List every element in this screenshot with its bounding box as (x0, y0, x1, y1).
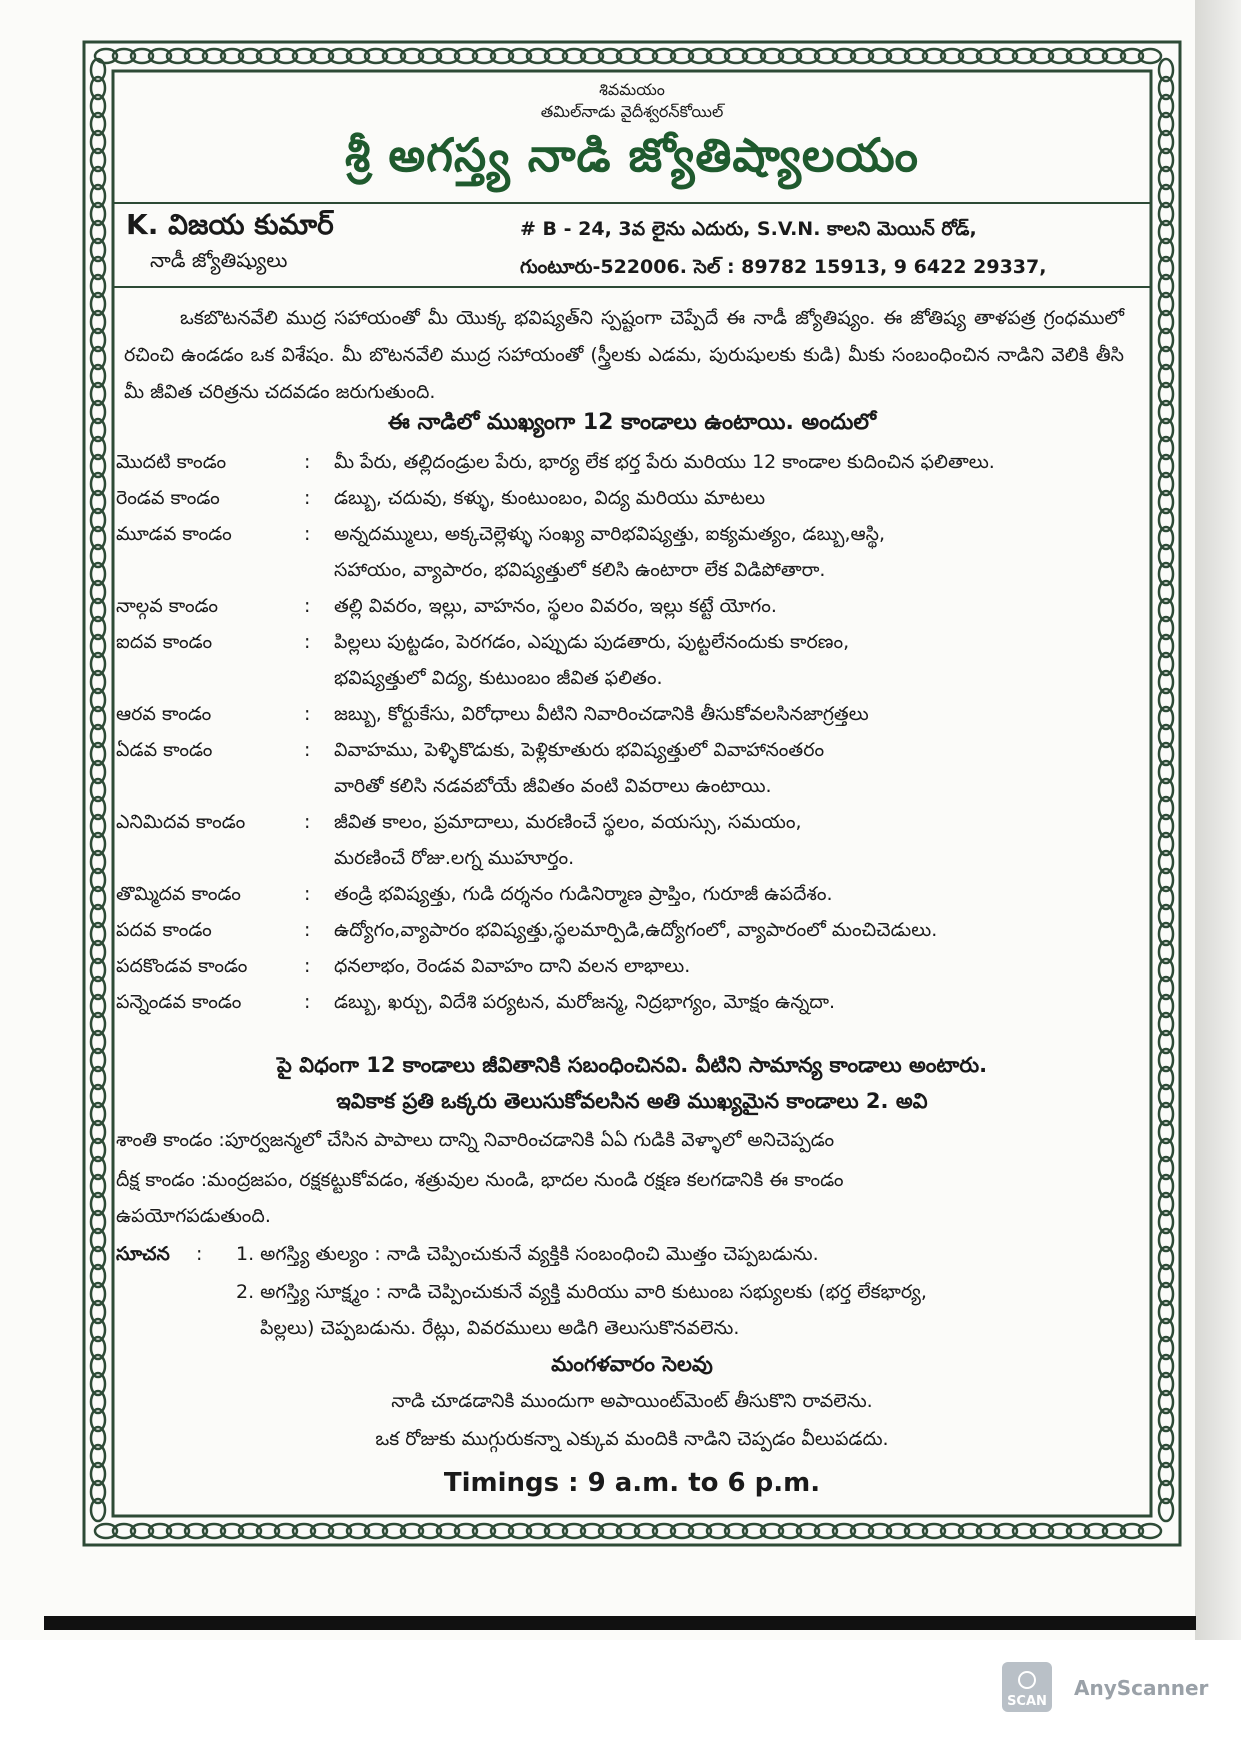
daily-limit-notice: ఒక రోజుకు ముగ్గురుకన్నా ఎక్కువ మందికి నాడిని చెప్పడం వీలుపడదు. (375, 1428, 889, 1450)
kanda-text: ధనలాభం, రెండవ వివాహం దాని వలన లాభాలు. (334, 955, 691, 977)
appointment-notice: నాడి చూడడానికి ముందుగా అపాయింట్‌మెంట్ తీసుకొని రావలెను. (391, 1390, 873, 1412)
deeksha-kanda-cont: ఉపయోగపడుతుంది. (116, 1205, 271, 1227)
address-line-2: గుంటూరు-522006. సెల్ : 89782 15913, 9 6422 29337, (520, 256, 1047, 278)
address-line-1: # B - 24, 3వ లైను ఎదురు, S.V.N. కాలని మెయిన్ రోడ్, (520, 218, 977, 240)
kanda-label: ఆరవ కాండం (116, 703, 212, 725)
kanda-row (116, 516, 1126, 588)
kanda-text: డబ్బు, ఖర్చు, విదేశి పర్యటన, మరోజన్మ, నిద్రభాగ్యం, మోక్షం ఉన్నదా. (334, 991, 836, 1013)
summary-line-2: ఇవికాక ప్రతి ఒక్కరు తెలుసుకోవలసిన అతి ముఖ్యమైన కాండాలు 2. అవి (336, 1089, 928, 1113)
kanda-row (116, 912, 1126, 948)
kanda-colon: : (304, 883, 311, 905)
page-bottom-edge (44, 1616, 1196, 1630)
header-line-1: శివమయం (599, 80, 665, 99)
shanti-kanda: శాంతి కాండం :పూర్వజన్మలో చేసిన పాపాలు దాన్ని నివారించడానికి ఏఏ గుడికి వెళ్ళాలో అనిచెప్పడం (116, 1129, 835, 1151)
scanner-logo-icon (1000, 1660, 1054, 1714)
kanda-colon: : (304, 631, 311, 653)
kanda-row (116, 732, 1126, 804)
kanda-colon: : (304, 811, 311, 833)
intro-paragraph: ఒకబొటనవేలి ముద్ర సహాయంతో మీ యొక్క భవిష్యత్‌ని స్పష్టంగా చెప్పేదే ఈ నాడీ జ్యోతిష్యం. ఈ జోతిష్య తాళపత్ర గ్రంధములో రచించి ఉండడం ఒక విశేషం. మీ బొటనవేలి ముద్ర సహాయంతో (స్త్రీలకు ఎడమ, పురుషులకు కుడి) మీకు సంబంధించిన నాడిని వెలికి తీసి మీ జీవిత చరిత్రను చదవడం జరుగుతుంది. (124, 307, 1124, 403)
page-title: శ్రీ అగస్త్య నాడి జ్యోతిష్యాలయం (345, 128, 919, 182)
kanda-text: పిల్లలు పుట్టడం, పెరగడం, ఎప్పుడు పుడతారు, పుట్టలేనందుకు కారణం, భవిష్యత్తులో విద్య, కుటుంబం జీవిత ఫలితం. (334, 631, 850, 689)
note-item-1: 1. అగస్త్యి తుల్యం : నాడి చెప్పించుకునే వ్యక్తికి సంబంధించి మొత్తం చెప్పబడును. (236, 1243, 819, 1265)
kanda-text: మీ పేరు, తల్లిదండ్రుల పేరు, భార్య లేక భర్త పేరు మరియు 12 కాండాల కుదించిన ఫలితాలు. (334, 451, 995, 473)
kanda-row (116, 588, 1126, 624)
scanner-badge-text: SCAN (1007, 1694, 1047, 1709)
kanda-colon: : (304, 487, 311, 509)
kanda-label: మొదటి కాండం (116, 451, 227, 473)
kanda-text: అన్నదమ్ములు, అక్కచెల్లెళ్ళు సంఖ్య వారిభవిష్యత్తు, ఐక్యమత్యం, డబ్బు,ఆస్థి, సహాయం, వ్యాపారం, భవిష్యత్తులో కలిసి ఉంటారా లేక విడిపోతారా. (334, 523, 886, 581)
kanda-label: ఎనిమిదవ కాండం (116, 811, 246, 833)
holiday-notice: మంగళవారం సెలవు (551, 1352, 713, 1376)
astrologer-role: నాడీ జ్యోతిష్యులు (150, 248, 288, 272)
kanda-colon: : (304, 703, 311, 725)
kanda-row (116, 984, 1126, 1020)
kanda-label: నాల్గవ కాండం (116, 595, 219, 617)
note-label: సూచన (116, 1243, 170, 1265)
divider (114, 286, 1150, 288)
divider (114, 202, 1150, 204)
kanda-row (116, 624, 1126, 696)
kanda-row (116, 696, 1126, 732)
summary-line-1: పై విధంగా 12 కాండాలు జీవితానికి సబంధించినవి. వీటిని సామాన్య కాండాలు అంటారు. (276, 1053, 988, 1077)
timings: Timings : 9 a.m. to 6 p.m. (443, 1468, 821, 1498)
kanda-text: వివాహము, పెళ్ళికొడుకు, పెళ్లికూతురు భవిష్యత్తులో వివాహానంతరం వారితో కలిసి నడవబోయే జీవితం వంటి వివరాలు ఉంటాయి. (334, 739, 825, 797)
kanda-colon: : (304, 739, 311, 761)
note-item-2-cont: పిల్లలు) చెప్పబడును. రేట్లు, వివరములు అడిగి తెలుసుకొనవలెను. (260, 1317, 740, 1339)
kanda-colon: : (304, 955, 311, 977)
section-heading: ఈ నాడిలో ముఖ్యంగా 12 కాండాలు ఉంటాయి. అందులో (387, 410, 877, 435)
note-colon: : (196, 1243, 203, 1265)
note-item-2: 2. అగస్త్యి సూక్ష్మం : నాడి చెప్పించుకునే వ్యక్తి మరియు వారి కుటుంబ సభ్యులకు (భర్త లేకభార్య, (236, 1281, 927, 1303)
kanda-label: మూడవ కాండం (116, 523, 232, 545)
kanda-label: ఐదవ కాండం (116, 631, 213, 653)
kanda-text: డబ్బు, చదువు, కళ్ళు, కుంటుంబం, విద్య మరియు మాటలు (334, 487, 766, 509)
kanda-row (116, 480, 1126, 516)
kanda-colon: : (304, 451, 311, 473)
kanda-colon: : (304, 919, 311, 941)
kanda-text: జబ్బు, కోర్టుకేసు, విరోధాలు వీటిని నివారించడానికి తీసుకోవలసినజాగ్రత్తలు (334, 703, 869, 725)
kanda-label: పదకొండవ కాండం (116, 955, 248, 977)
kanda-text: తల్లి వివరం, ఇల్లు, వాహనం, స్థలం వివరం, ఇల్లు కట్టే యోగం. (334, 595, 777, 617)
page-shadow (1195, 0, 1241, 1640)
kanda-text: జీవిత కాలం, ప్రమాదాలు, మరణించే స్థలం, వయస్సు, సమయం, మరణించే రోజు.లగ్న ముహూర్తం. (334, 811, 802, 869)
kanda-colon: : (304, 523, 311, 545)
kanda-row (116, 804, 1126, 876)
header-line-2: తమిల్‌నాడు వైదీశ్వరన్‌కోయిల్ (540, 102, 724, 121)
astrologer-name: K. విజయ కుమార్ (126, 208, 334, 241)
scanner-brand: AnyScanner (1074, 1676, 1209, 1700)
deeksha-kanda: దీక్ష కాండం :మంద్రజపం, రక్షకట్టుకోవడం, శత్రువుల నుండి, భాదల నుండి రక్షణ కలగడానికి ఈ కాండం (116, 1169, 844, 1191)
kanda-label: తొమ్మిదవ కాండం (116, 883, 241, 905)
kanda-label: పదవ కాండం (116, 919, 212, 941)
kanda-row (116, 444, 1126, 480)
kanda-label: రెండవ కాండం (116, 487, 220, 509)
kanda-text: ఉద్యోగం,వ్యాపారం భవిష్యత్తు,స్థలమార్పిడి,ఉద్యోగంలో, వ్యాపారంలో మంచిచెడులు. (334, 919, 938, 941)
kanda-text: తండ్రి భవిష్యత్తు, గుడి దర్శనం గుడినిర్మాణ ప్రాప్తిం, గురూజీ ఉపదేశం. (334, 883, 833, 905)
kanda-row (116, 948, 1126, 984)
kanda-colon: : (304, 595, 311, 617)
kanda-row (116, 876, 1126, 912)
kanda-colon: : (304, 991, 311, 1013)
kanda-label: పన్నెండవ కాండం (116, 991, 242, 1013)
kanda-label: ఏడవ కాండం (116, 739, 213, 761)
